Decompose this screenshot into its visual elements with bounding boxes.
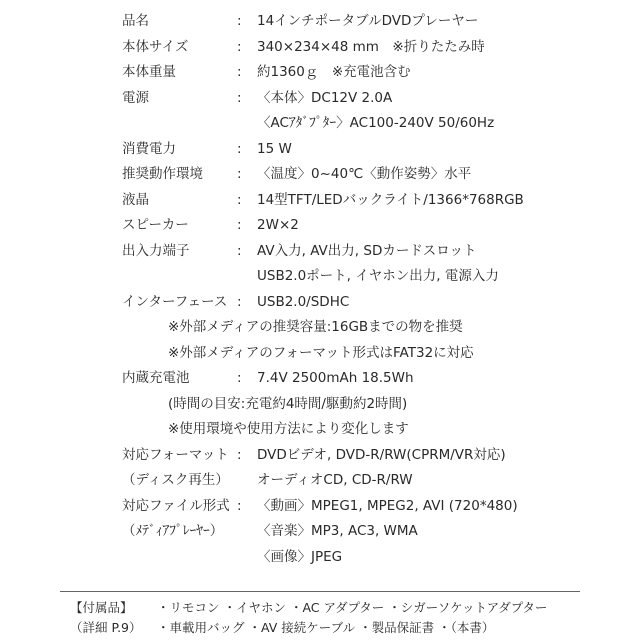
accessories-row-1	[0, 597, 640, 619]
spec-label: 品名	[122, 13, 149, 29]
spec-label: インターフェース	[122, 293, 228, 310]
spec-colon: :	[237, 191, 242, 208]
spec-row	[0, 314, 640, 340]
spec-value: 2W×2	[257, 217, 299, 233]
divider	[60, 591, 580, 592]
accessories-sublabel: （詳細 P.9）	[70, 620, 142, 635]
spec-label: 電源	[122, 89, 149, 106]
spec-value: 〈動画〉MPEG1, MPEG2, AVI (720*480)	[257, 497, 518, 514]
spec-value: 14インチポータブルDVDプレーヤー	[257, 13, 479, 29]
accessories-line-1: ・リモコン ・イヤホン ・AC アダプター ・シガーソケットアダプター	[157, 600, 548, 615]
spec-row	[0, 238, 640, 264]
spec-colon: :	[237, 497, 242, 514]
spec-label: 対応ファイル形式	[122, 497, 230, 514]
spec-sublabel: （ディスク再生）	[122, 472, 229, 488]
spec-label: 推奨動作環境	[122, 166, 203, 182]
spec-label: 本体重量	[122, 64, 176, 80]
spec-row	[0, 493, 640, 519]
spec-note: ※外部メディアのフォーマット形式はFAT32に対応	[168, 344, 474, 361]
spec-label: 出入力端子	[122, 242, 190, 259]
spec-note: ※使用環境や使用方法により変化します	[168, 421, 409, 437]
spec-value: 340×234×48 mm ※折りたたみ時	[257, 38, 485, 55]
spec-value: 〈ACｱﾀﾞﾌﾟﾀｰ〉AC100-240V 50/60Hz	[257, 115, 495, 131]
spec-row	[0, 289, 640, 315]
spec-colon: :	[237, 242, 242, 259]
accessories-row-2	[0, 617, 640, 639]
spec-label: スピーカー	[122, 217, 189, 233]
spec-colon: :	[237, 446, 242, 463]
spec-value: 7.4V 2500mAh 18.5Wh	[257, 370, 414, 386]
spec-row	[0, 8, 640, 34]
spec-colon: :	[237, 166, 242, 182]
spec-label: 消費電力	[122, 140, 176, 157]
spec-row	[0, 34, 640, 60]
spec-colon: :	[237, 140, 242, 157]
spec-colon: :	[237, 38, 242, 55]
spec-value: 〈画像〉JPEG	[257, 548, 343, 565]
spec-label: 本体サイズ	[122, 38, 189, 55]
spec-row	[0, 340, 640, 366]
spec-row	[0, 365, 640, 391]
spec-value: 15 W	[257, 140, 292, 157]
spec-value: 〈音楽〉MP3, AC3, WMA	[257, 523, 418, 539]
spec-value: AV入力, AV出力, SDカードスロット	[257, 242, 477, 259]
spec-label: 内蔵充電池	[122, 370, 190, 386]
spec-label: 液晶	[122, 191, 149, 208]
spec-colon: :	[237, 293, 242, 310]
spec-row	[0, 442, 640, 468]
spec-row	[0, 467, 640, 493]
spec-row	[0, 136, 640, 162]
spec-row	[0, 518, 640, 544]
accessories-label: 【付属品】	[70, 600, 133, 615]
accessories-line-2: ・車載用バッグ ・AV 接続ケーブル ・製品保証書 ・（本書）	[157, 620, 495, 635]
spec-row	[0, 391, 640, 417]
spec-colon: :	[237, 370, 242, 386]
spec-note: ※外部メディアの推奨容量:16GBまでの物を推奨	[168, 319, 463, 335]
spec-colon: :	[237, 64, 242, 80]
spec-colon: :	[237, 13, 242, 29]
spec-row	[0, 59, 640, 85]
spec-value: 約1360ｇ ※充電池含む	[257, 64, 411, 80]
spec-colon: :	[237, 89, 242, 106]
spec-value: 〈温度〉0~40℃〈動作姿勢〉水平	[257, 166, 472, 182]
spec-row	[0, 416, 640, 442]
spec-value: 〈本体〉DC12V 2.0A	[257, 89, 393, 106]
spec-value: USB2.0/SDHC	[257, 293, 350, 310]
spec-row	[0, 263, 640, 289]
spec-value: オーディオCD, CD-R/RW	[257, 472, 413, 488]
spec-value: USB2.0ポート, イヤホン出力, 電源入力	[257, 268, 499, 284]
spec-label: 対応フォーマット	[122, 446, 229, 463]
spec-row	[0, 544, 640, 570]
spec-value: DVDビデオ, DVD-R/RW(CPRM/VR対応)	[257, 446, 506, 463]
spec-colon: :	[237, 217, 242, 233]
spec-note: (時間の目安:充電約4時間/駆動約2時間)	[168, 395, 408, 412]
spec-row	[0, 161, 640, 187]
spec-sublabel: （ﾒﾃﾞｨｱﾌﾟﾚｰﾔｰ）	[122, 523, 224, 539]
spec-row	[0, 212, 640, 238]
spec-row	[0, 110, 640, 136]
spec-value: 14型TFT/LEDバックライト/1366*768RGB	[257, 191, 524, 208]
spec-row	[0, 85, 640, 111]
spec-row	[0, 187, 640, 213]
